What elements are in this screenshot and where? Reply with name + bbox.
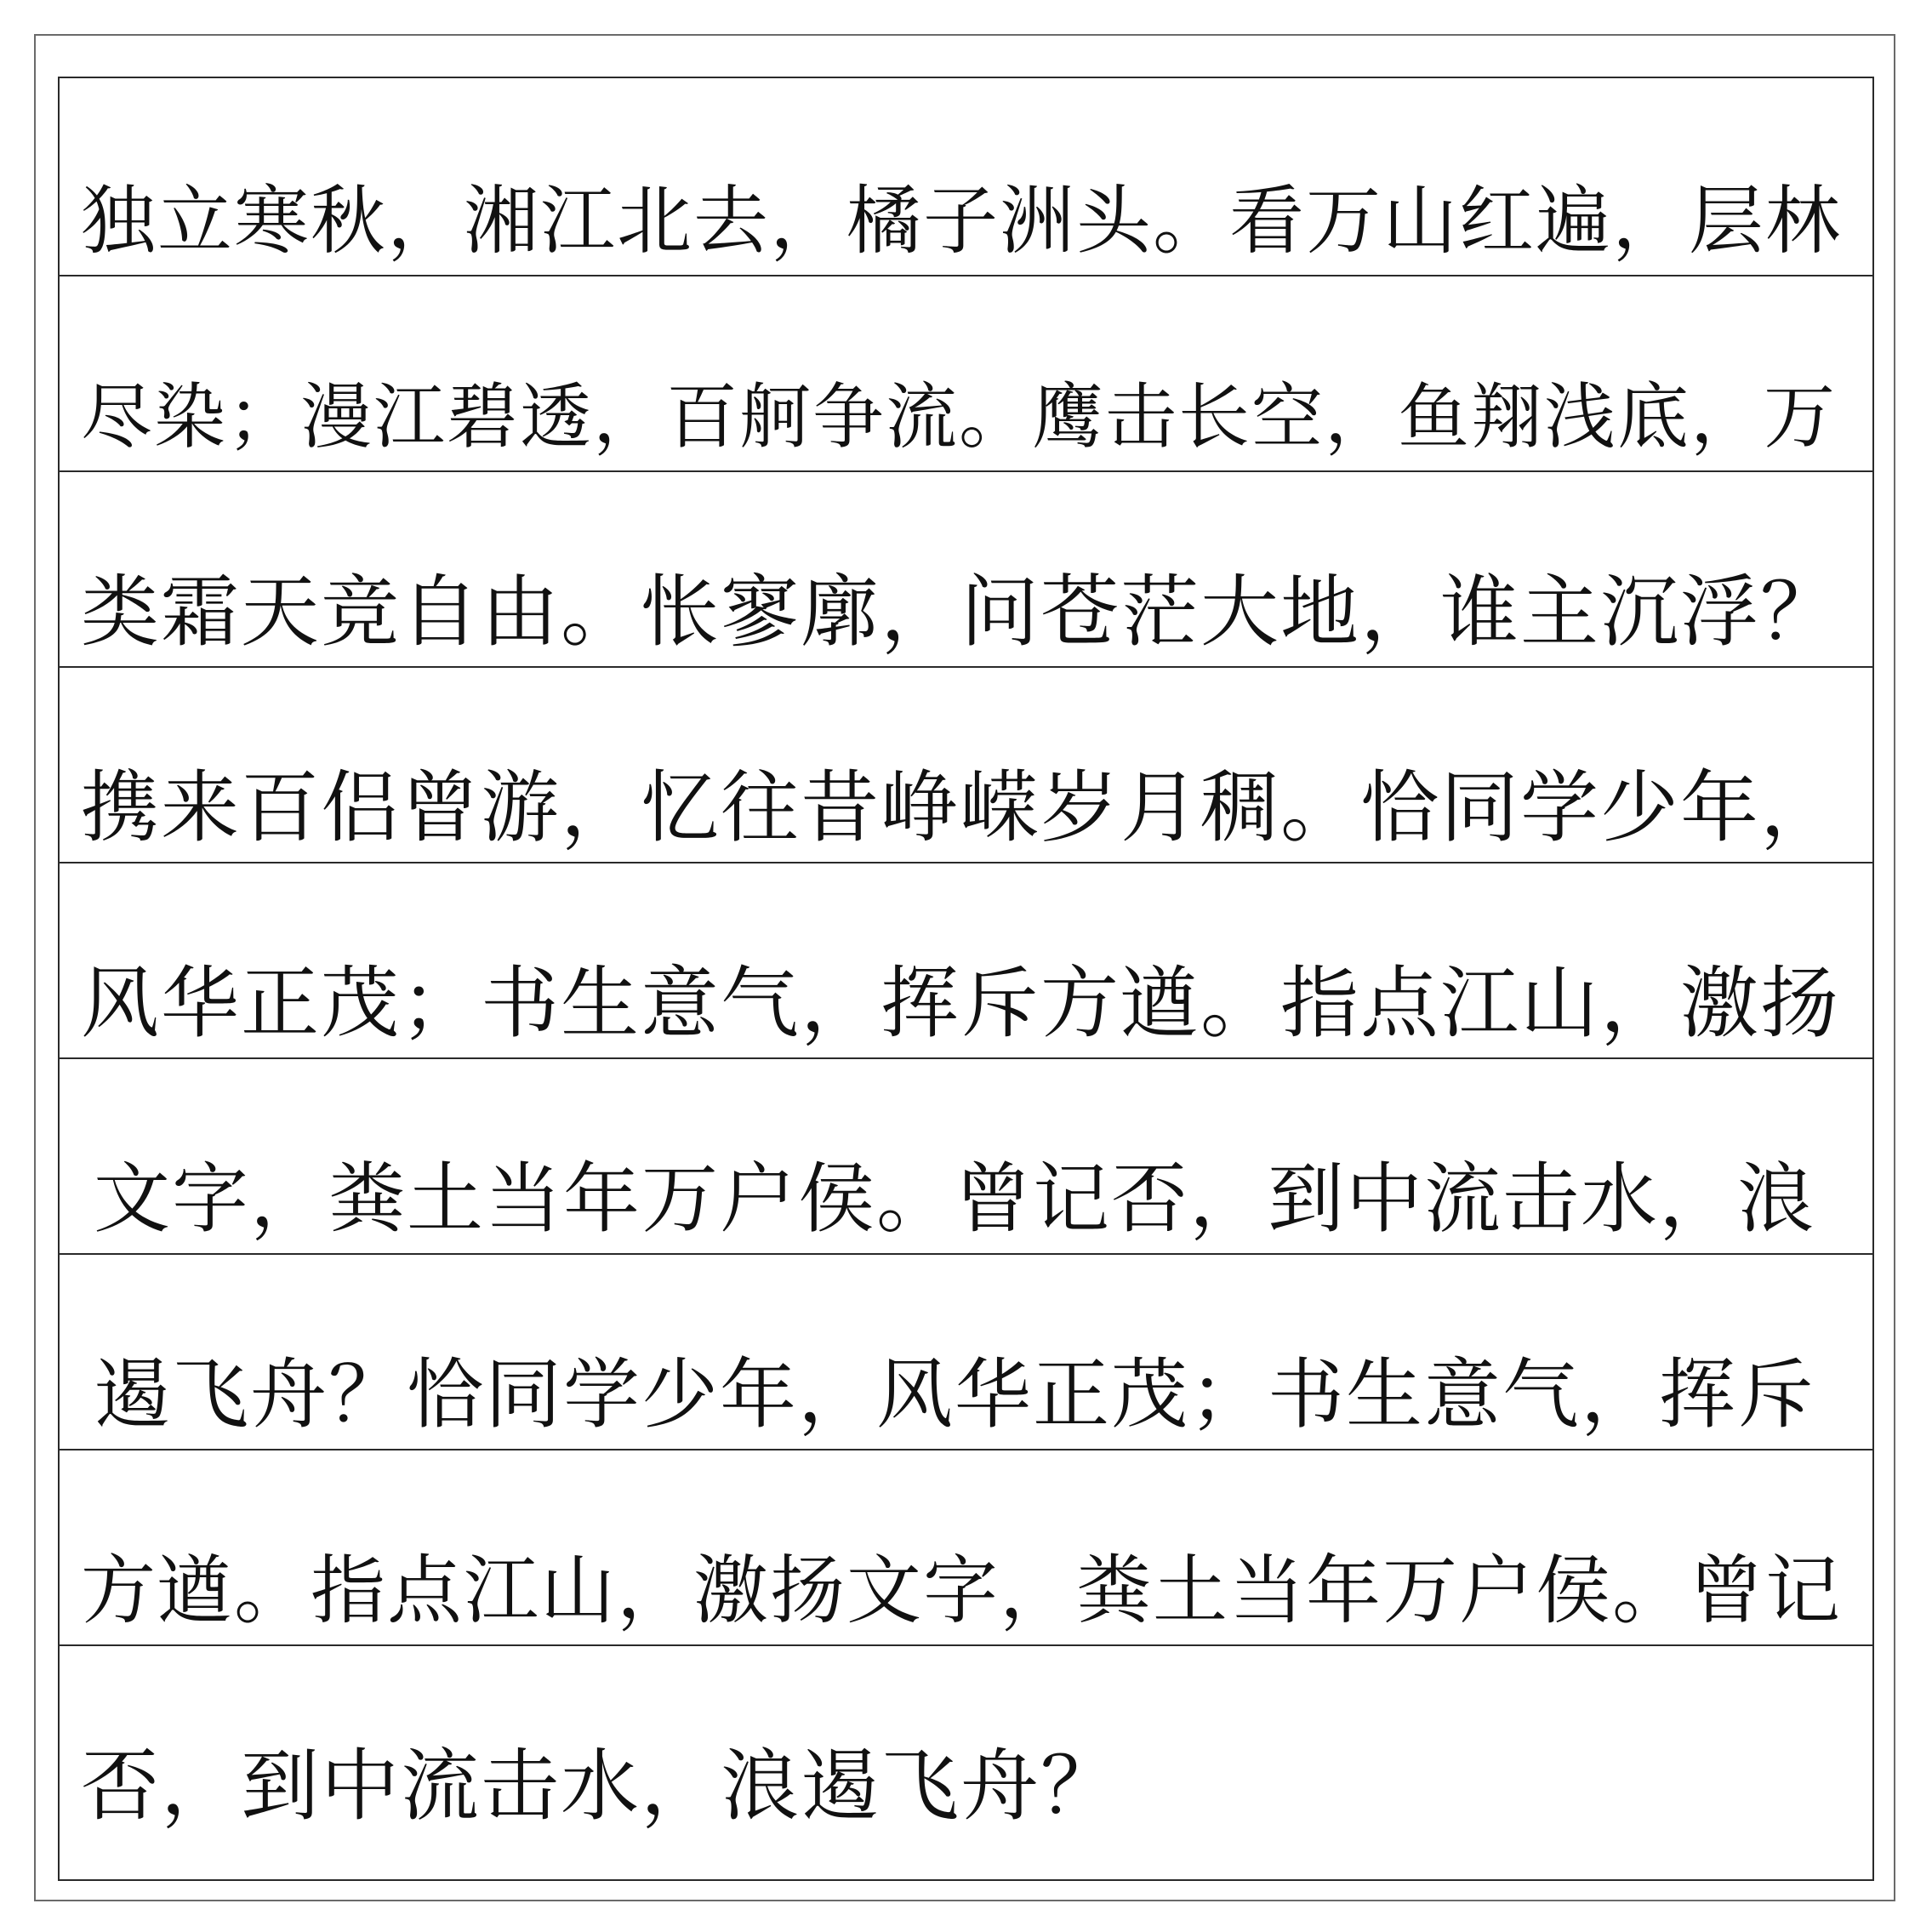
handwritten-line-2: 尽染；漫江碧透，百舸争流。鹰击长空，鱼翔浅底，万: [81, 375, 1838, 459]
handwritten-line-4: 携来百侣曾游，忆往昔峥嵘岁月稠。恰同学少年，: [81, 762, 1841, 853]
handwritten-line-7: 遏飞舟？恰同学少年，风华正茂；书生意气，挥斥: [94, 1350, 1815, 1439]
handwritten-line-6: 文字，粪土当年万户侯。曾记否，到中流击水，浪: [94, 1154, 1815, 1244]
handwritten-line-5: 风华正茂；书生意气，挥斥方遒。指点江山，激扬: [81, 958, 1841, 1049]
handwritten-line-3: 类霜天竞自由。怅寥廓，问苍茫大地，谁主沉浮？: [81, 567, 1841, 658]
handwritten-line-1: 独立寒秋，湘江北去，橘子洲头。看万山红遍，层林: [81, 177, 1843, 265]
handwritten-line-8: 方遒。指点江山，激扬文字，粪土当年万户侯。曾记: [81, 1547, 1843, 1634]
handwritten-line-9: 否，到中流击水，浪遏飞舟？: [81, 1741, 1121, 1832]
